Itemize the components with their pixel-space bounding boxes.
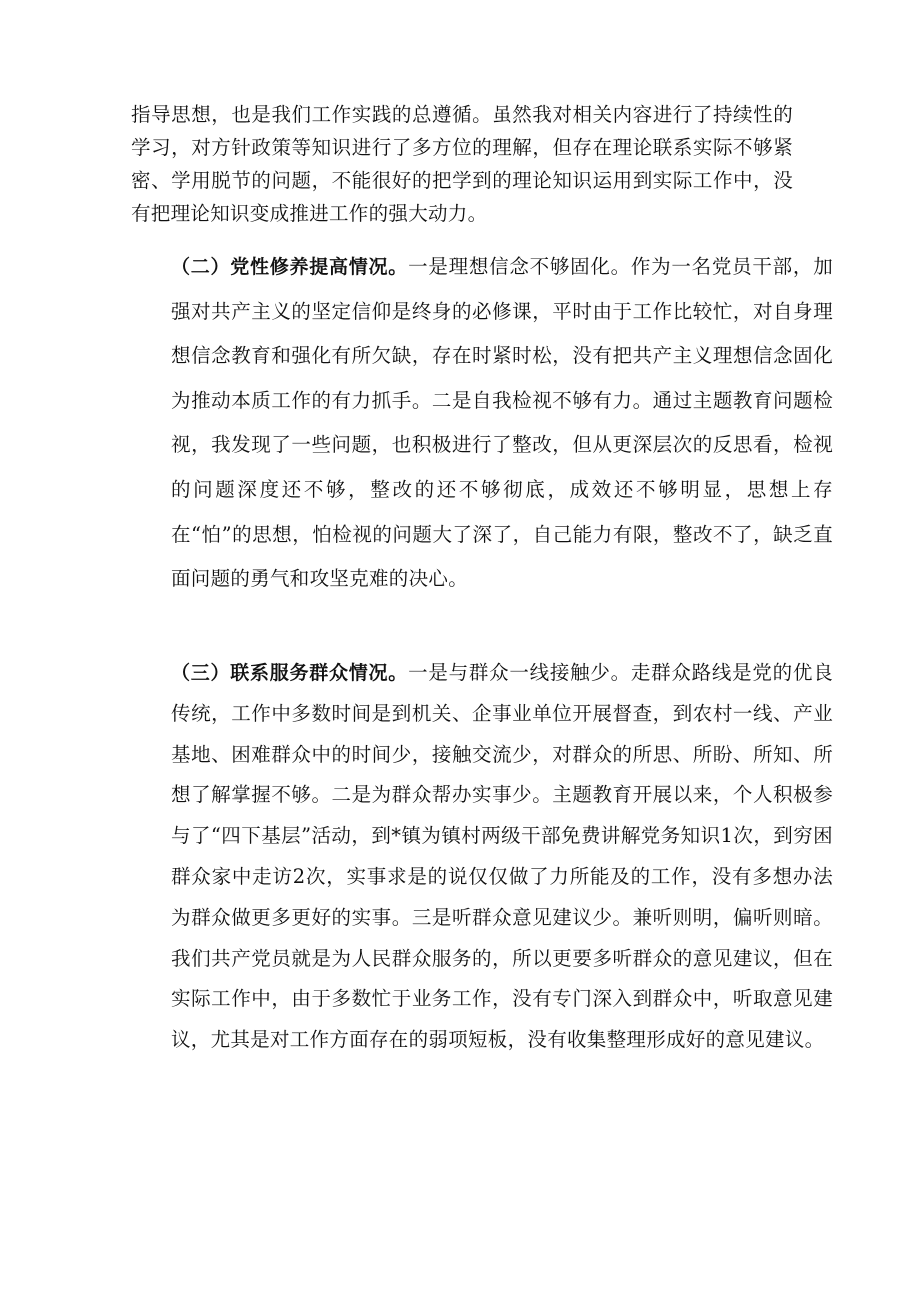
paragraph-theory-study: [131, 98, 793, 230]
paragraph-party-spirit: [131, 245, 833, 602]
section-heading: （二）党性修养提高情况。: [171, 256, 409, 278]
paragraph-text: 一是与群众一线接触少。走群众路线是党的优良传统，工作中多数时间是到机关、企事业单位开展督查，到农村一线、产业基地、困难群众中的时间少，接触交流少，对群众的所思、所盼、所知、所想了解掌握不够。二是为群众帮办实事少。主题教育开展以来，个人积极参与了“四下基层”活动，到*镇为镇村两级干部免费讲解党务知识1次，到穷困群众家中走访2次，实事求是的说仅仅做了力所能及的工作，没有多想办法为群众做更多更好的实事。三是听群众意见建议少。兼听则明，偏听则暗。我们共产党员就是为人民群众服务的，所以更要多听群众的意见建议，但在实际工作中，由于多数忙于业务工作，没有专门深入到群众中，听取意见建议，尤其是对工作方面存在的弱项短板，没有收集整理形成好的意见建议。: [171, 661, 833, 1052]
section-heading: （三）联系服务群众情况。: [171, 662, 409, 684]
paragraph-text: 指导思想，也是我们工作实践的总遵循。虽然我对相关内容进行了持续性的学习，对方针政策等知识进行了多方位的理解，但存在理论联系实际不够紧密、学用脱节的问题，不能很好的把学到的理论知识运用到实际工作中，没有把理论知识变成推进工作的强大动力。: [131, 103, 793, 225]
paragraph-serving-masses: [131, 653, 833, 1061]
paragraph-text: 一是理想信念不够固化。作为一名党员干部，加强对共产主义的坚定信仰是终身的必修课，平时由于工作比较忙，对自身理想信念教育和强化有所欠缺，存在时紧时松，没有把共产主义理想信念固化为推动本质工作的有力抓手。二是自我检视不够有力。通过主题教育问题检视，我发现了一些问题，也积极进行了整改，但从更深层次的反思看，检视的问题深度还不够，整改的还不够彻底，成效还不够明显，思想上存在“怕”的思想，怕检视的问题大了深了，自己能力有限，整改不了，缺乏直面问题的勇气和攻坚克难的决心。: [171, 255, 833, 591]
